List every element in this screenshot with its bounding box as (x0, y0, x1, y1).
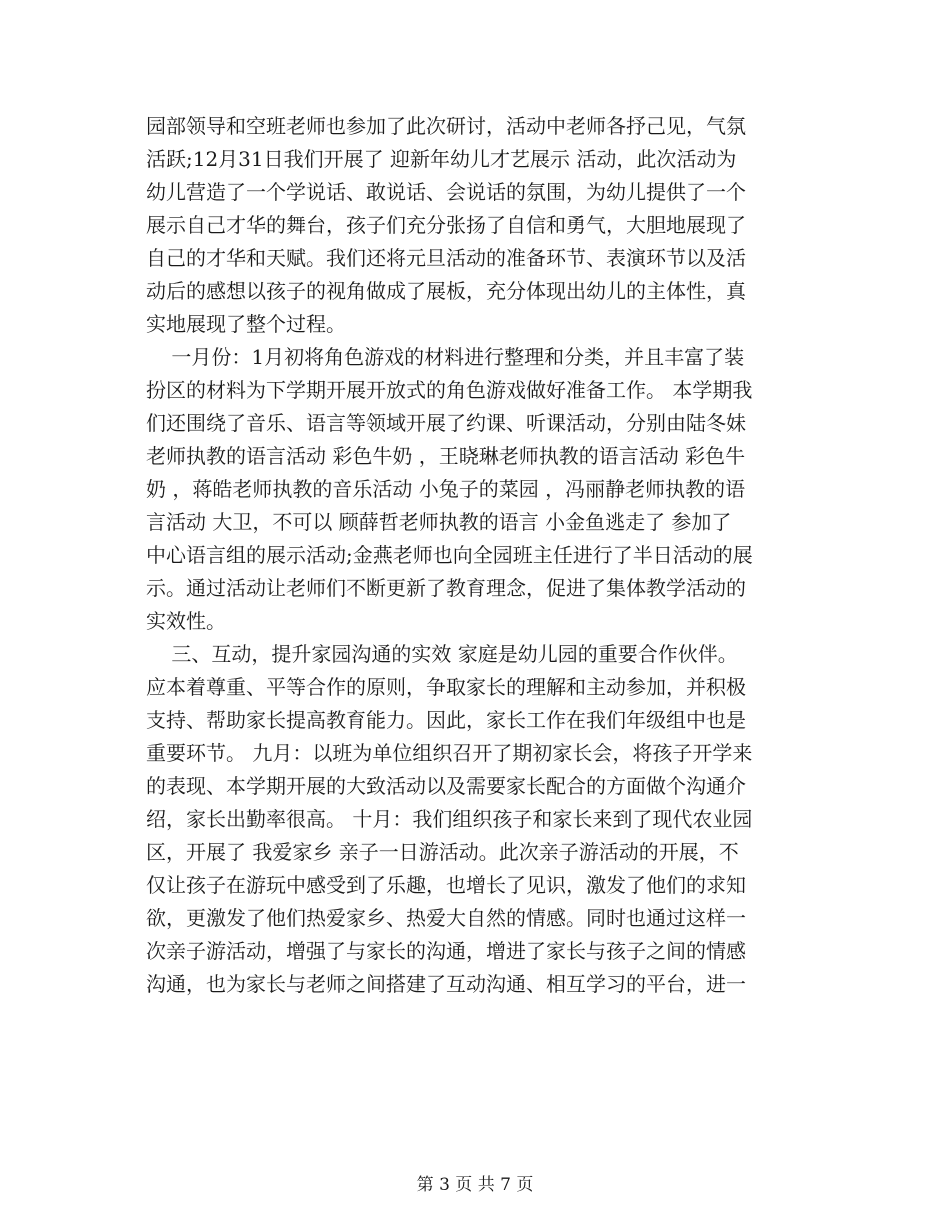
text-line: 言活动 大卫，不可以 顾薛哲老师执教的语言 小金鱼逃走了 参加了 (146, 510, 732, 534)
text-line: 支持、帮助家长提高教育能力。因此，家长工作在我们年级组中也是 (146, 708, 746, 732)
text-line: 们还围绕了音乐、语言等领域开展了约课、听课活动，分别由陆冬妹 (146, 411, 746, 435)
text-line: 老师执教的语言活动 彩色牛奶 ，王晓琳老师执教的语言活动 彩色牛 (146, 444, 746, 468)
text-line: 欲，更激发了他们热爱家乡、热爱大自然的情感。同时也通过这样一 (146, 906, 746, 930)
text-line: 绍，家长出勤率很高。 十月：我们组织孩子和家长来到了现代农业园 (146, 807, 753, 831)
text-line: 实效性。 (146, 609, 226, 633)
text-line: 重要环节。 九月：以班为单位组织召开了期初家长会，将孩子开学来 (146, 741, 753, 765)
text-line: 园部领导和空班老师也参加了此次研讨，活动中老师各抒己见，气氛 (146, 114, 746, 138)
text-line: 示。通过活动让老师们不断更新了教育理念，促进了集体教学活动的 (146, 576, 746, 600)
text-line: 一月份：1月初将角色游戏的材料进行整理和分类，并且丰富了装 (146, 345, 745, 369)
text-line: 次亲子游活动，增强了与家长的沟通，增进了家长与孩子之间的情感 (146, 939, 746, 963)
text-line: 奶 ，蒋皓老师执教的音乐活动 小兔子的菜园 ，冯丽静老师执教的语 (146, 477, 746, 501)
text-line: 仅让孩子在游玩中感受到了乐趣，也增长了见识，激发了他们的求知 (146, 873, 746, 897)
text-line: 中心语言组的展示活动;金燕老师也向全园班主任进行了半日活动的展 (146, 543, 753, 567)
text-line: 幼儿营造了一个学说话、敢说话、会说话的氛围，为幼儿提供了一个 (146, 180, 746, 204)
text-line: 三、互动，提升家园沟通的实效 家庭是幼儿园的重要合作伙伴。 (146, 642, 738, 666)
text-line: 自己的才华和天赋。我们还将元旦活动的准备环节、表演环节以及活 (146, 246, 746, 270)
text-line: 沟通，也为家长与老师之间搭建了互动沟通、相互学习的平台，进一 (146, 972, 746, 996)
text-line: 活跃;12月31日我们开展了 迎新年幼儿才艺展示 活动，此次活动为 (146, 147, 737, 171)
page-number-footer: 第 3 页 共 7 页 (416, 1175, 534, 1195)
text-line: 实地展现了整个过程。 (146, 312, 346, 336)
text-line: 的表现、本学期开展的大致活动以及需要家长配合的方面做个沟通介 (146, 774, 746, 798)
text-line: 动后的感想以孩子的视角做成了展板，充分体现出幼儿的主体性，真 (146, 279, 746, 303)
text-line: 应本着尊重、平等合作的原则，争取家长的理解和主动参加，并积极 (146, 675, 746, 699)
text-line: 展示自己才华的舞台，孩子们充分张扬了自信和勇气，大胆地展现了 (146, 213, 746, 237)
text-line: 区，开展了 我爱家乡 亲子一日游活动。此次亲子游活动的开展，不 (146, 840, 739, 864)
text-line: 扮区的材料为下学期开展开放式的角色游戏做好准备工作。 本学期我 (146, 378, 753, 402)
